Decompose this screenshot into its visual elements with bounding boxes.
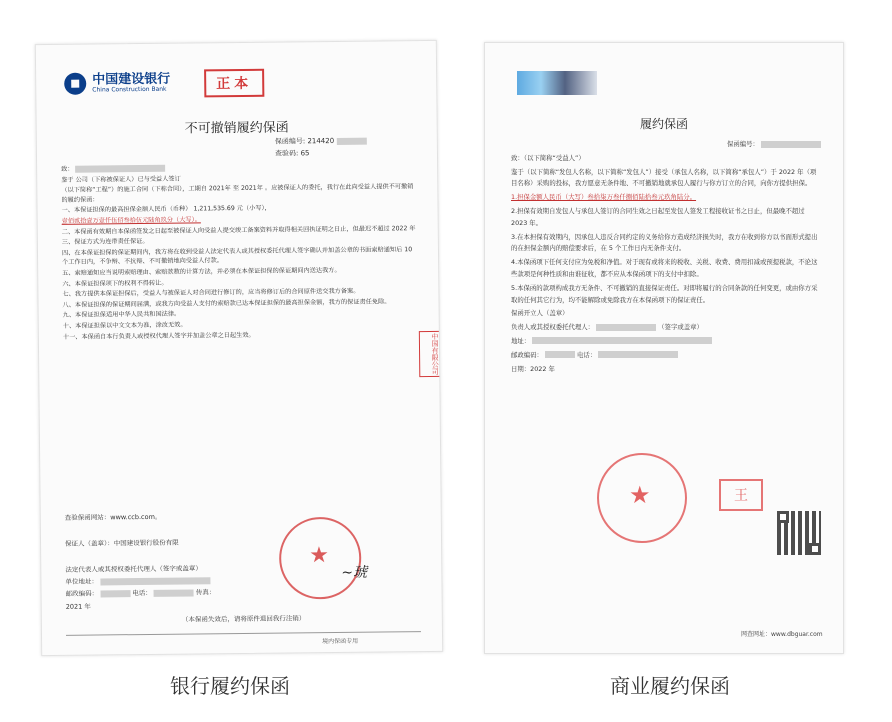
para-to: 致： <box>61 161 416 174</box>
r-address: 地址： <box>511 336 821 348</box>
company-seal <box>597 453 687 543</box>
check-website: 查验保函网站：www.ccb.com。 <box>64 512 162 522</box>
para-8: 六、本保证担保项下的权利不得转让。 <box>62 279 168 288</box>
para-5: 三、保证方式为连带责任保证。 <box>61 238 149 247</box>
r-contact: 邮政编码： 电话： <box>511 350 821 362</box>
left-doc-body <box>61 161 418 343</box>
right-website: 网查网址：www.dbguar.com <box>741 631 823 638</box>
left-doc-title: 不可撤销履约保函 <box>184 120 289 137</box>
r-date: 日期：2022 年 <box>511 364 555 373</box>
guarantee-number <box>275 136 367 147</box>
r-representative: 负责人或其授权委托代理人： （签字或盖章） <box>511 323 703 332</box>
return-note: （本保函失效后，请将原件退回我行注销） <box>181 614 306 624</box>
para-3: 一、本保证担保的最高担保金额人民币（币种） 1,211,535.69 元（小写）， <box>61 205 271 215</box>
right-doc-body <box>511 139 821 377</box>
caption-commercial: 商业履约保函 <box>610 674 730 698</box>
para-4: 二、本保函有效期自本保函签发之日起至被保证人向受益人提交竣工备案资料并取得相关回执证明之日止，但最迟不超过 2022 年 <box>61 224 416 236</box>
para-9: 七、我方提供本保证担保后，受益人与被保证人对合同进行修订的，应当将修订后的合同原件送交我方备案。 <box>62 287 360 298</box>
left-date: 2021 年 <box>65 602 91 611</box>
r-para-3: 3.在本担保有效期内，因承包人违反合同约定的义务给你方造成经济损失时，我方在收到你方以书面形式提出的在担保金额内的赔偿要求后，在 5 个工作日内无条件支付。 <box>511 232 818 253</box>
original-stamp: 正本 <box>204 69 264 98</box>
para-6: 四、在本保证担保的保证期间内，我方将在收到受益人法定代表人或其授权委托代理人签字确认并加盖公章的书面索赔通知后 10 个工作日内，不争辩、不抗辩、不可撤销地向受益人付款。 <box>61 245 413 267</box>
star-icon: ★ <box>629 481 651 509</box>
caption-bank: 银行履约保函 <box>170 674 290 698</box>
qr-code-icon <box>777 511 821 555</box>
side-stamp: 中国有限公司 <box>419 331 441 377</box>
commercial-guarantee-document <box>484 42 844 654</box>
r-para-2: 2.担保有效期自发包人与承包人签订的合同生效之日起至发包人签发工程接收证书之日止，但最晚不超过 2023 年。 <box>511 206 805 227</box>
bank-name-en: China Construction Bank <box>92 85 167 94</box>
representative-label: 法定代表人或其授权委托代理人（签字或盖章） <box>65 564 202 574</box>
redacted-block <box>761 141 821 148</box>
right-doc-title: 履约保函 <box>639 117 688 131</box>
check-code <box>275 148 310 158</box>
r-para-4: 4.本保函项下任何支付应为免税和净值。对于现有或将来的税收、关税、收费、费用扣减或预提税款，不论这些款项是何种性质和由谁征收，都不应从本保函项下的支付中扣除。 <box>511 258 818 278</box>
check-code-label: 查验码: 65 <box>274 149 310 158</box>
signature: ~琥 <box>341 564 368 581</box>
bank-seal <box>279 517 362 600</box>
para-2: （以下简称“工程”）的施工合同（下称合同），工期自 2021年 至 2021年 。应被保证人的委托，我行在此向受益人提供不可撤销的履约保函： <box>61 183 414 204</box>
r-para-to: 致：（以下简称“受益人”） <box>511 153 585 162</box>
rect-seal: 王 <box>719 479 763 511</box>
para-1: 鉴于 公司（下称被保证人）已与受益人签订 <box>61 175 181 184</box>
bank-logo-icon <box>64 73 86 95</box>
guarantee-number-label: 保函编号: 214420 <box>274 136 335 146</box>
para-10: 八、本保证担保的保证期间届满，或我方向受益人支付的索赔款已达本保证担保的最高担保金额，我方的保证责任免除。 <box>62 298 391 309</box>
redacted-block <box>336 137 366 144</box>
para-11: 九、本保证担保适用中华人民共和国法律。 <box>62 310 181 320</box>
para-3-amount: 壹佰贰拾壹万壹仟伍佰叁拾伍元陆角玖分（大写）。 <box>61 216 201 225</box>
bank-guarantee-document <box>35 40 443 656</box>
right-guarantee-number: 保函编号： <box>511 139 821 151</box>
r-para-1: 鉴于（以下简称“发包人名称，以下简称“发包人”）接受（承包人名称，以下简称“承包人”）于 2022 年（项目名称）采购的投标，我方愿意无条件地、不可撤销地就承包人履行与你方订立的合同，向你方提供担保。 <box>511 167 817 188</box>
address-row: 单位地址： <box>65 575 210 586</box>
guarantor-label: 保证人（盖章）：中国建设银行股份有限 <box>64 538 179 548</box>
r-guarantor: 保函开立人（盖章） <box>511 309 569 318</box>
para-7: 五、索赔通知应当说明索赔理由、索赔款数的计算方法，并必须在本保证担保的保证期间内送达我方。 <box>62 266 341 277</box>
bank-header <box>64 72 170 95</box>
para-13: 十一、本保函自本行负责人或授权代理人签字并加盖公章之日起生效。 <box>62 331 255 341</box>
company-logo-icon <box>517 71 597 95</box>
left-footer: 境内保函专用 <box>322 637 359 646</box>
contact-row: 邮政编码： 电话： 传真： <box>65 588 216 598</box>
r-para-amount: 1.担保金额人民币（大写）叁拾柒万叁仟捌佰陆拾叁元玖角陆分。 <box>511 193 697 202</box>
para-12: 十、本保证担保以中文文本为准，涂改无效。 <box>62 321 187 330</box>
redacted-block <box>100 577 210 585</box>
r-para-5: 5.本保函的款项构成我方无条件、不可撤销的直接保证责任。对即将履行的合同条款的任何变更，或由你方采取的任何其它行为，均不能解除或免除我方在本保函项下的保证责任。 <box>511 283 818 304</box>
star-icon: ★ <box>309 543 330 569</box>
footer-divider <box>66 631 421 636</box>
bank-name-cn: 中国建设银行 <box>92 71 171 88</box>
